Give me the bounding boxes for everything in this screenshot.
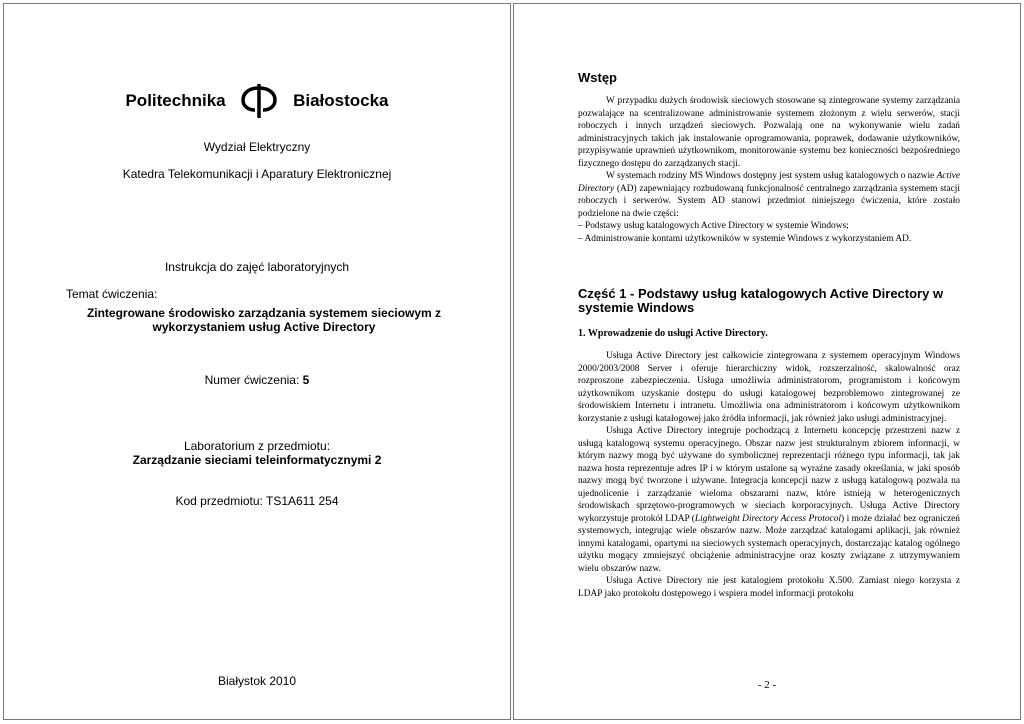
intro-p2-text-a: W systemach rodziny MS Windows dostępny jest system usług katalogowych o nazwie — [606, 171, 937, 181]
title-page — [3, 3, 511, 720]
university-name-right: Białostocka — [293, 91, 389, 110]
exercise-number-line — [4, 373, 510, 387]
university-name-left: Politechnika — [125, 91, 226, 110]
section1-body — [578, 350, 960, 600]
s1-p2-text-b: ) i może działać bez ograniczeń systemowych, integrując wiele obszarów nazw. Może zarządzać katalogami aplikacji, jak również innymi katalogami, opartymi na sieciowych systemach operacyjnych, dostarczając katalog ogólnego użytku mogący zmniejszyć obciążenie administracyjne oraz koszty związane z utrzymywaniem wielu obszarów nazw. — [578, 513, 960, 574]
intro-paragraph-2 — [578, 170, 960, 220]
topic-label: Temat ćwiczenia: — [66, 287, 158, 301]
list-item: – Administrowanie kontami użytkowników w systemie Windows z wykorzystaniem AD. — [578, 233, 912, 244]
part1-heading: Część 1 - Podstawy usług katalogowych Active Directory w systemie Windows — [578, 286, 944, 315]
s1-p2-emphasis: Lightweight Directory Access Protocol — [694, 513, 841, 524]
department: Katedra Telekomunikacji i Aparatury Elektronicznej — [122, 167, 392, 181]
lab-label: Laboratorium z przedmiotu: — [183, 439, 331, 453]
lab-subject: Zarządzanie sieciami teleinformatycznymi 2 — [132, 453, 382, 467]
exercise-number-label: Numer ćwiczenia: — [204, 373, 300, 387]
list-item: – Podstawy usług katalogowych Active Directory w systemie Windows; — [578, 221, 849, 231]
section1-heading: 1. Wprowadzenie do usługi Active Directory. — [578, 328, 768, 339]
intro-p2-text-b: (AD) zapewniający rozbudowaną funkcjonalność centralnego zarządzania systemem stacji roboczych i serwerów. System AD stanowi przedmiot niniejszego ćwiczenia, które zostało podzielone na dwie części: — [578, 183, 960, 219]
page-number: - 2 - — [757, 679, 777, 691]
place-date: Białystok 2010 — [217, 674, 297, 688]
university-header — [4, 80, 510, 122]
s1-p2-text-a: Usługa Active Directory integruje pochodzącą z Internetu koncepcję przestrzeni nazw z usługą katalogową systemu operacyjnego. Obszar nazw jest strukturalnym zbiorem informacji, w którym nazwy mogą być używane do symbolicznej reprezentacji różnego typu informacji, tak jak nazwa hosta reprezentuje adres IP i w którym ustalone są wyraźne zasady określania, w jaki sposób nazwy mogą być tworzone i używane. Integracja koncepcji nazw z usługą katalogową pozwala na ujednolicenie i zarządzanie wieloma obszarami nazw, które istnieją w heterogenicznych środowiskach sprzętowo-programowych w sieciach korporacyjnych. Usługa Active Directory wykorzystuje protokół LDAP ( — [578, 426, 960, 524]
faculty: Wydział Elektryczny — [203, 140, 311, 154]
intro-section — [578, 95, 960, 245]
topic-title: Zintegrowane środowisko zarządzania systemem sieciowym z wykorzystaniem usług Active Directory — [86, 306, 442, 334]
instruction-label: Instrukcja do zajęć laboratoryjnych — [164, 260, 350, 274]
course-code: Kod przedmiotu: TS1A611 254 — [175, 494, 339, 508]
exercise-number: 5 — [302, 373, 310, 387]
university-logo-icon — [238, 80, 280, 122]
intro-paragraph-1: W przypadku dużych środowisk sieciowych stosowane są zintegrowane systemy zarządzania pozwalające na scentralizowane administrowanie systemem złożonym z wielu serwerów, stacji roboczych i innych urządzeń sieciowych. Pozwalają one na wykonywanie wielu zadań administracyjnych takich jak instalowanie oprogramowania, poprawek, dodawanie użytkowników, przypisywanie uprawnień użytkownikom, monitorowanie systemu bez konieczności bezpośredniego fizycznego dostępu do zarządzanych stacji. — [578, 96, 960, 169]
intro-p2-emphasis: Active Directory — [578, 171, 960, 194]
intro-heading: Wstęp — [578, 70, 617, 85]
section1-paragraph-3: Usługa Active Directory nie jest katalogiem protokołu X.500. Zamiast niego korzysta z LDAP jako protokołu dostępowego i wspiera model informacji protokołu — [578, 576, 960, 599]
section1-paragraph-2 — [578, 425, 960, 575]
content-page — [513, 3, 1021, 720]
section1-paragraph-1: Usługa Active Directory jest całkowicie zintegrowana z systemem operacyjnym Windows 2000/2003/2008 Server i oferuje hierarchiczny widok, rozszerzalność, skalowalność oraz rozproszone zabezpieczenia. Usługa umożliwia administratorom, programistom i końcowym użytkownikom uzyskanie dostępu do usługi katalogowej bezproblemowo zintegrowanej ze środowiskiem Internetu i intranetu. Umożliwia ona administratorom i końcowym użytkownikom korzystanie z usługi katalogowej jako źródła informacji, jak również jako usługi administracyjnej. — [578, 351, 960, 424]
